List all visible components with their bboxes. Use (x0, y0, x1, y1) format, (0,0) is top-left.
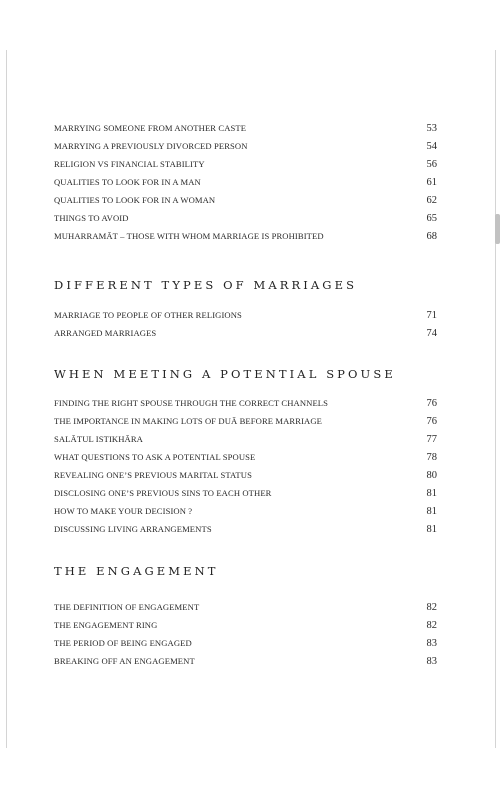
toc-entry-title: RELIGION VS FINANCIAL STABILITY (54, 159, 205, 169)
toc-entry-title: THE ENGAGEMENT RING (54, 620, 158, 630)
toc-entry-title: HOW TO MAKE YOUR DECISION ? (54, 506, 193, 516)
toc-entry-page: 74 (426, 327, 437, 339)
section-heading: DIFFERENT TYPES OF MARRIAGES (54, 278, 358, 292)
toc-entry[interactable] (54, 395, 437, 411)
toc-entry-page: 56 (426, 158, 437, 170)
toc-entry-title: DISCUSSING LIVING ARRANGEMENTS (54, 524, 212, 534)
toc-entry-title: QUALITIES TO LOOK FOR IN A MAN (54, 177, 201, 187)
toc-entry[interactable] (54, 413, 437, 429)
toc-entry-page: 62 (426, 194, 437, 206)
document-page[interactable] (6, 50, 496, 748)
toc-entry-title: BREAKING OFF AN ENGAGEMENT (54, 656, 195, 666)
toc-entry[interactable] (54, 653, 437, 669)
toc-entry-title: THE DEFINITION OF ENGAGEMENT (54, 602, 200, 612)
toc-entry-page: 61 (426, 176, 437, 188)
toc-entry[interactable] (54, 174, 437, 190)
toc-entry-page: 76 (426, 415, 437, 427)
toc-entry-page: 71 (426, 309, 437, 321)
toc-entry-page: 53 (426, 122, 437, 134)
toc-entry[interactable] (54, 521, 437, 537)
toc-entry[interactable] (54, 449, 437, 465)
toc-entry-page: 82 (426, 619, 437, 631)
toc-entry-page: 76 (426, 397, 437, 409)
toc-entry-page: 78 (426, 451, 437, 463)
toc-entry[interactable] (54, 192, 437, 208)
toc-entry-title: THE PERIOD OF BEING ENGAGED (54, 638, 192, 648)
toc-entry-page: 82 (426, 601, 437, 613)
toc-entry[interactable] (54, 307, 437, 323)
toc-entry[interactable] (54, 228, 437, 244)
toc-entry-page: 83 (426, 655, 437, 667)
toc-entry-title: WHAT QUESTIONS TO ASK A POTENTIAL SPOUSE (54, 452, 256, 462)
toc-entry-page: 77 (426, 433, 437, 445)
toc-entry[interactable] (54, 325, 437, 341)
toc-entry-page: 81 (426, 487, 437, 499)
toc-entry-title: THE IMPORTANCE IN MAKING LOTS OF DUĀ BEFORE MARRIAGE (54, 416, 323, 426)
toc-entry[interactable] (54, 599, 437, 615)
toc-entry-title: SALĀTUL ISTIKHĀRA (54, 434, 143, 444)
toc-entry-title: ARRANGED MARRIAGES (54, 328, 157, 338)
toc-entry-title: MARRYING A PREVIOUSLY DIVORCED PERSON (54, 141, 248, 151)
toc-entry[interactable] (54, 210, 437, 226)
toc-entry[interactable] (54, 503, 437, 519)
toc-entry[interactable] (54, 156, 437, 172)
toc-entry[interactable] (54, 120, 437, 136)
scrollbar-thumb[interactable] (495, 214, 500, 244)
toc-entry[interactable] (54, 485, 437, 501)
toc-entry[interactable] (54, 467, 437, 483)
toc-entry-title: MARRIAGE TO PEOPLE OF OTHER RELIGIONS (54, 310, 242, 320)
toc-entry-title: REVEALING ONE’S PREVIOUS MARITAL STATUS (54, 470, 252, 480)
top-margin (0, 0, 500, 50)
toc-entry-page: 83 (426, 637, 437, 649)
toc-entry-page: 81 (426, 505, 437, 517)
toc-entry[interactable] (54, 617, 437, 633)
toc-entry-title: QUALITIES TO LOOK FOR IN A WOMAN (54, 195, 216, 205)
toc-entry-title: THINGS TO AVOID (54, 213, 129, 223)
toc-entry-title: DISCLOSING ONE’S PREVIOUS SINS TO EACH OTHER (54, 488, 272, 498)
toc-entry[interactable] (54, 431, 437, 447)
toc-entry-title: MUHARRAMĀT – THOSE WITH WHOM MARRIAGE IS PROHIBITED (54, 231, 324, 241)
toc-entry[interactable] (54, 138, 437, 154)
toc-entry-page: 65 (426, 212, 437, 224)
toc-entry-page: 80 (426, 469, 437, 481)
section-heading: WHEN MEETING A POTENTIAL SPOUSE (54, 367, 396, 381)
section-heading: THE ENGAGEMENT (54, 564, 219, 578)
toc-entry-page: 54 (426, 140, 437, 152)
toc-entry[interactable] (54, 635, 437, 651)
toc-entry-page: 68 (426, 230, 437, 242)
bottom-margin (0, 748, 500, 800)
toc-entry-title: MARRYING SOMEONE FROM ANOTHER CASTE (54, 123, 247, 133)
toc-entry-title: FINDING THE RIGHT SPOUSE THROUGH THE CORRECT CHANNELS (54, 398, 329, 408)
toc-entry-page: 81 (426, 523, 437, 535)
